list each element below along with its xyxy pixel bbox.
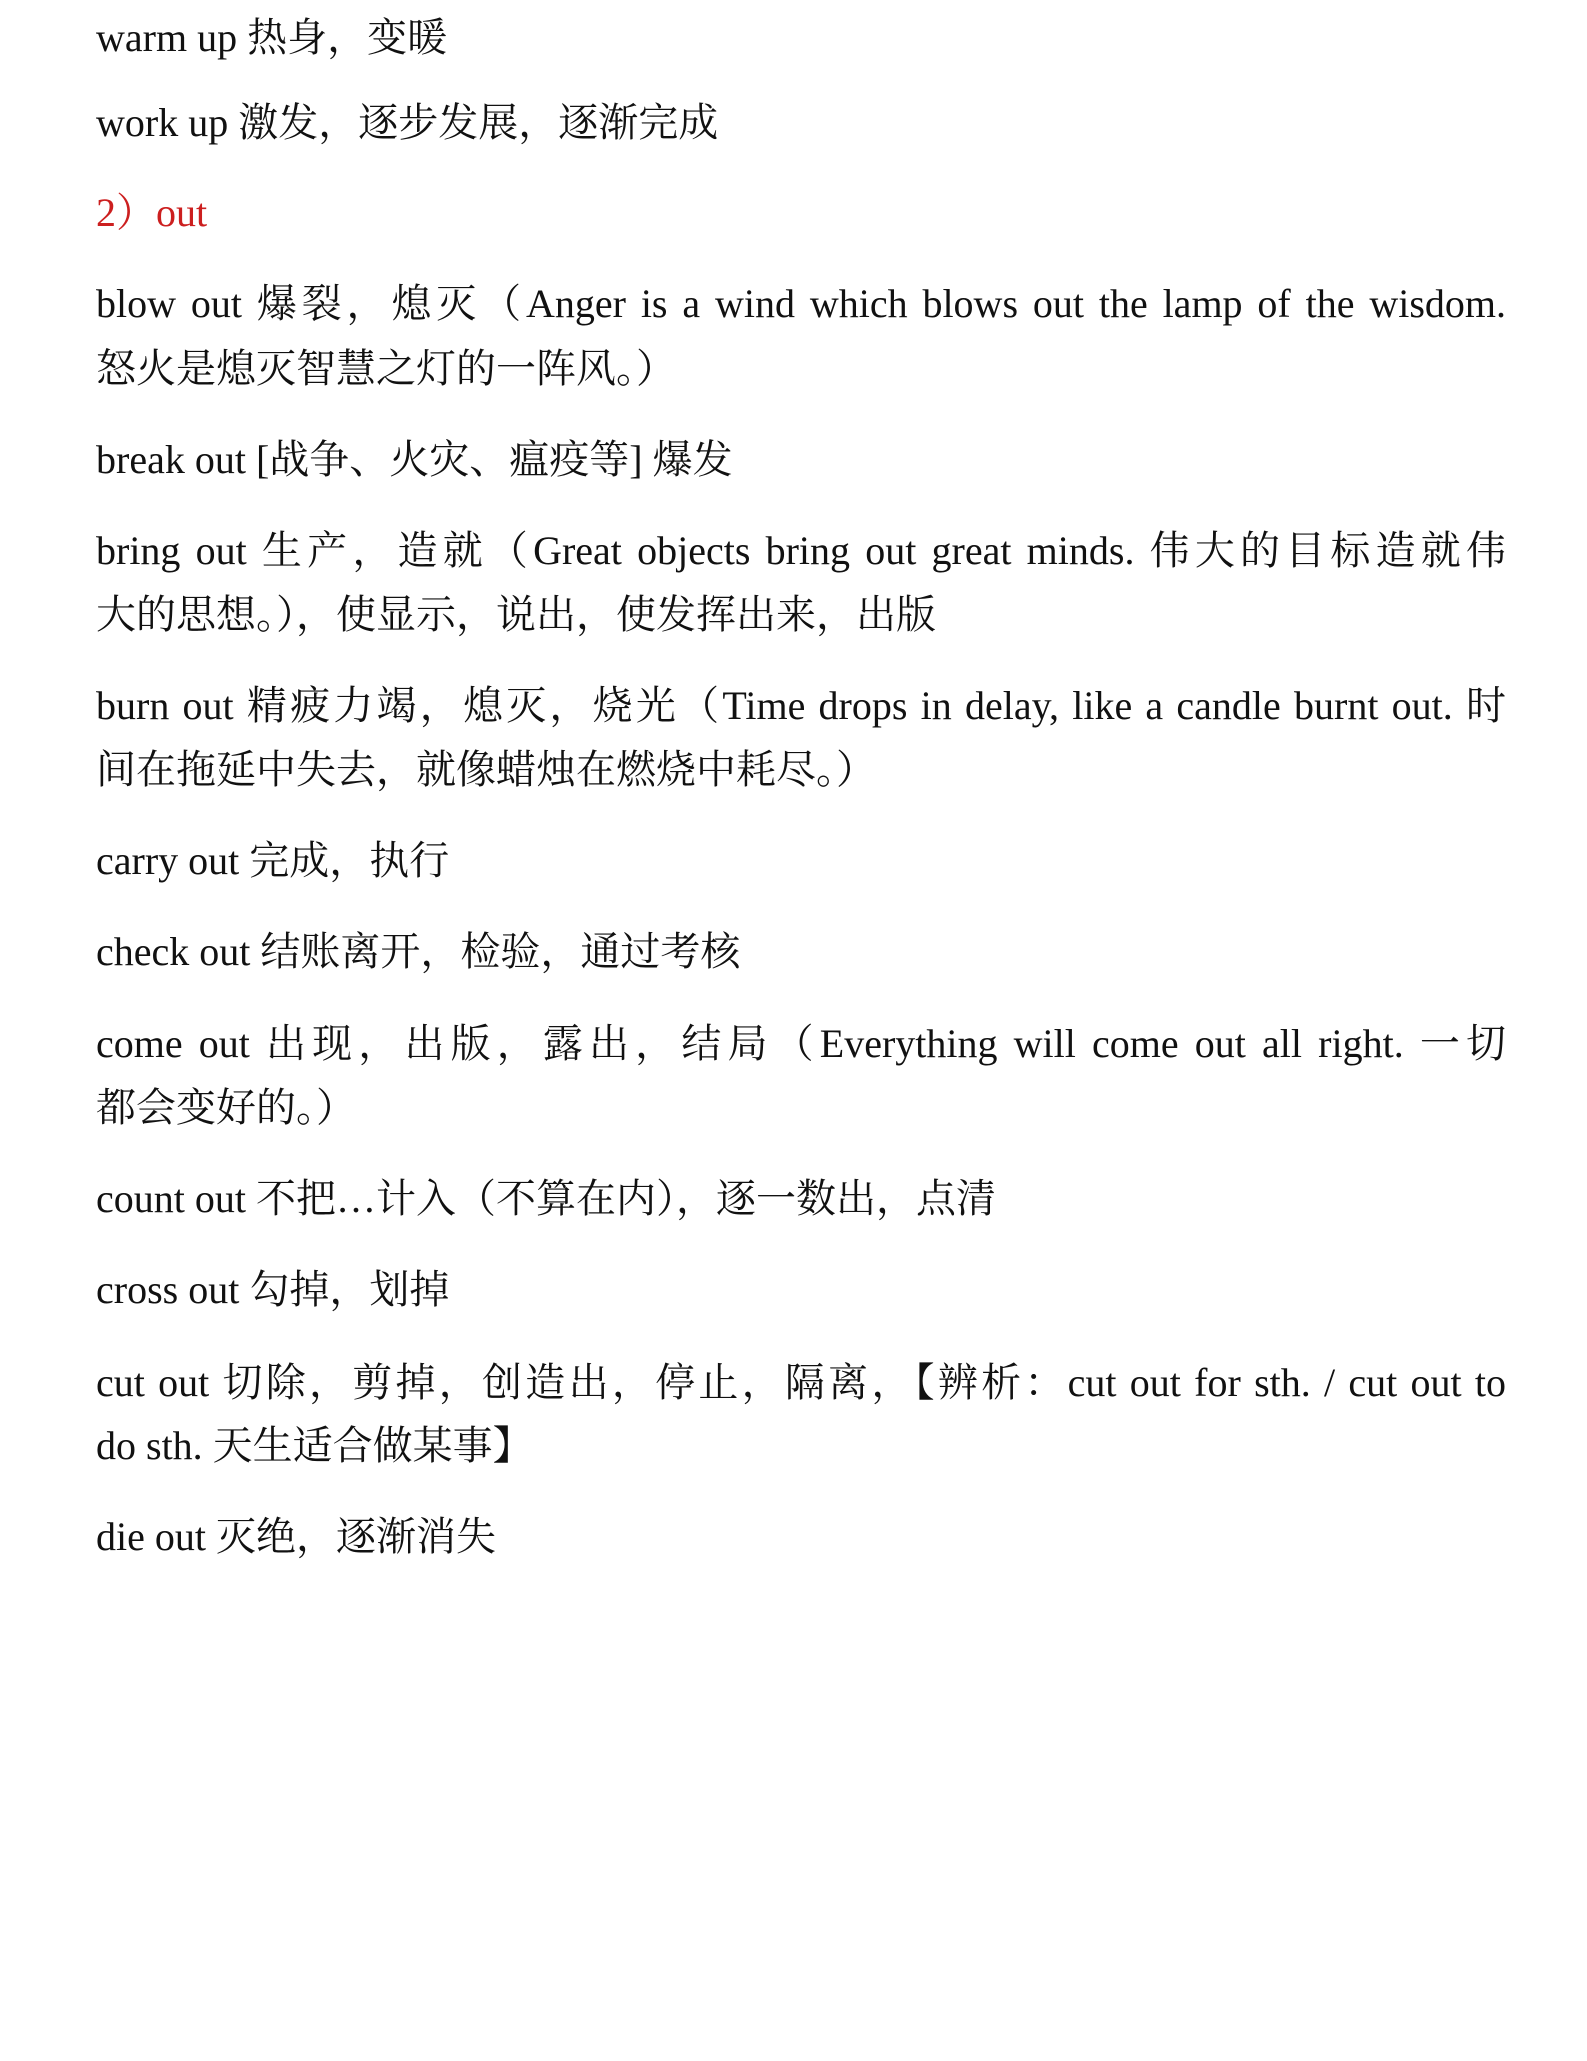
entry-cut-out-line-1: cut out 切除，剪掉，创造出，停止，隔离，【辨析：cut out for sth. / cut out to — [96, 1360, 1506, 1405]
entry-count-out: count out 不把…计入（不算在内），逐一数出，点清 — [96, 1176, 996, 1221]
entry-check-out: check out 结账离开，检验，通过考核 — [96, 929, 741, 974]
entry-burn-out-line-1: burn out 精疲力竭，熄灭，烧光（Time drops in delay, like a candle burnt out. 时 — [96, 683, 1506, 728]
entry-come-out-line-1: come out 出现，出版，露出，结局（Everything will come out all right. 一切 — [96, 1021, 1506, 1066]
entry-cross-out: cross out 勾掉，划掉 — [96, 1267, 450, 1312]
entry-carry-out: carry out 完成，执行 — [96, 838, 450, 883]
entry-break-out: break out [战争、火灾、瘟疫等] 爆发 — [96, 437, 733, 482]
entry-burn-out-line-2: 间在拖延中失去，就像蜡烛在燃烧中耗尽。） — [96, 747, 876, 792]
entry-work-up: work up 激发，逐步发展，逐渐完成 — [96, 100, 719, 145]
entry-blow-out-line-2: 怒火是熄灭智慧之灯的一阵风。） — [96, 346, 676, 391]
entry-cut-out-line-2: do sth. 天生适合做某事】 — [96, 1423, 533, 1468]
entry-bring-out-line-2: 大的思想。），使显示，说出，使发挥出来，出版 — [96, 592, 936, 637]
entry-bring-out-line-1: bring out 生产，造就（Great objects bring out great minds. 伟大的目标造就伟 — [96, 528, 1506, 573]
entry-blow-out-line-1: blow out 爆裂，熄灭（Anger is a wind which blows out the lamp of the wisdom. — [96, 281, 1506, 326]
entry-come-out-line-2: 都会变好的。） — [96, 1085, 356, 1130]
entry-die-out: die out 灭绝，逐渐消失 — [96, 1514, 496, 1559]
entry-warm-up: warm up 热身，变暖 — [96, 15, 448, 60]
section-heading-out: 2）out — [96, 190, 208, 235]
